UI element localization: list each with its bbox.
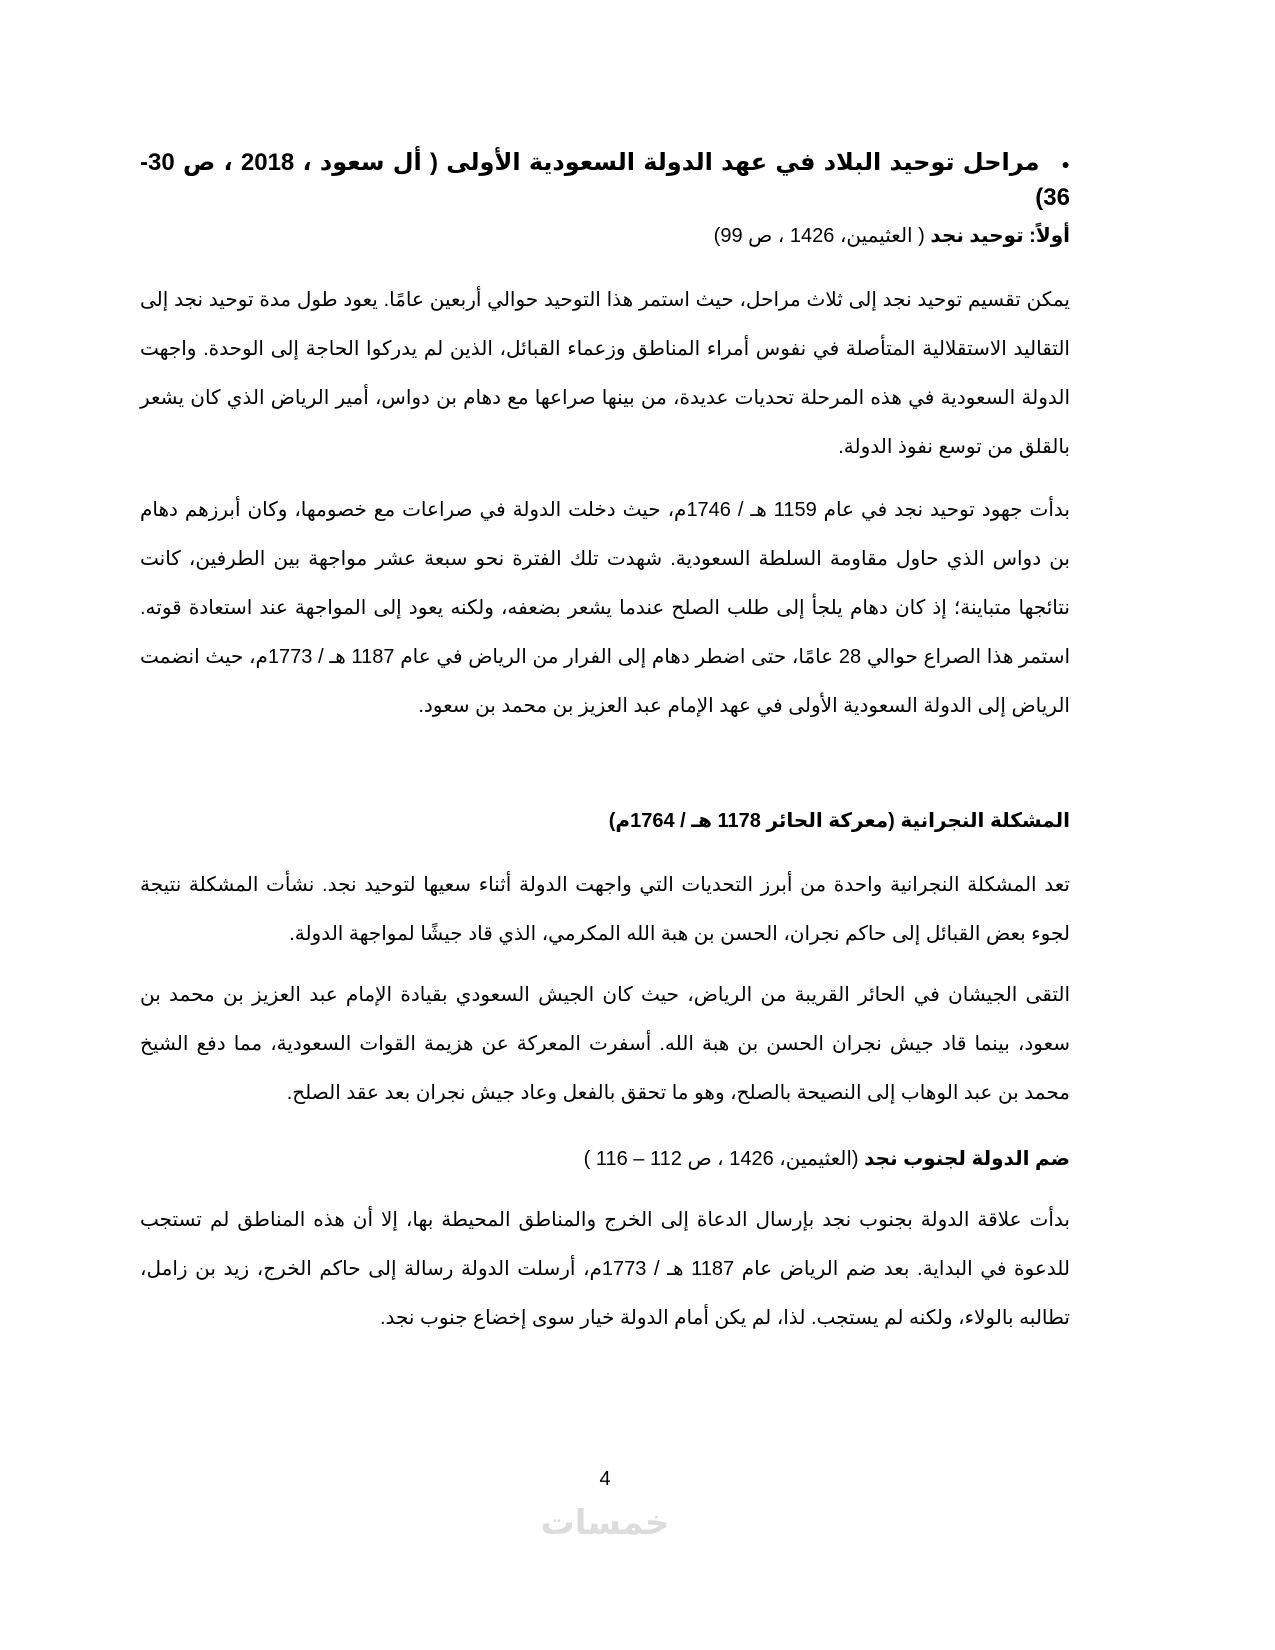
paragraph-text: بدأت جهود توحيد نجد في عام 1159 هـ / 1746م، حيث دخلت الدولة في صراعات مع خصومها، وكان أبرزهم دهام بن دواس الذي حاول مقاومة السلطة السعودية. شهدت تلك الفترة نحو سبعة عشر مواجهة بين الطرفين، كانت نتائجها متباينة؛ إذ كان دهام يلجأ إلى طلب الصلح عندما يشعر بضعفه، ولكنه يعود إلى المواجهة عند استعادة قوته. استمر هذا الصراع حوالي 28 عامًا، حتى اضطر دهام إلى الفرار من الرياض في عام 1187 هـ / 1773م، حيث انضمت الرياض إلى الدولة السعودية الأولى في عهد الإمام عبد العزيز بن محمد بن سعود.	[140, 499, 1071, 717]
heading-ref: (العثيمين، 1426 ، ص 112 – 116 )	[583, 1148, 865, 1170]
paragraph	[140, 971, 1070, 1118]
document-title	[140, 146, 1070, 215]
paragraph	[140, 486, 1070, 731]
section-heading-1	[140, 221, 1070, 251]
heading-bold: أولاً: توحيد نجد	[930, 225, 1070, 247]
heading-ref: ( العثيمين، 1426 ، ص 99)	[713, 225, 931, 247]
paragraph	[140, 1196, 1070, 1343]
bullet-icon: ●	[1061, 155, 1071, 172]
paragraph-text: بدأت علاقة الدولة بجنوب نجد بإرسال الدعاة إلى الخرج والمناطق المحيطة بها، إلا أن هذه المناطق لم تستجب للدعوة في البداية. بعد ضم الرياض عام 1187 هـ / 1773م، أرسلت الدولة رسالة إلى حاكم الخرج، زيد بن زامل، تطالبه بالولاء، ولكنه لم يستجب. لذا، لم يكن أمام الدولة خيار سوى إخضاع جنوب نجد.	[140, 1209, 1070, 1329]
paragraph	[140, 276, 1070, 472]
title-text: مراحل توحيد البلاد في عهد الدولة السعودية الأولى ( أل سعود ، 2018 ، ص 30- 36)	[140, 149, 1070, 211]
paragraph-text: تعد المشكلة النجرانية واحدة من أبرز التحديات التي واجهت الدولة أثناء سعيها لتوحيد نجد. نشأت المشكلة نتيجة لجوء بعض القبائل إلى حاكم نجران، الحسن بن هبة الله المكرمي، الذي قاد جيشًا لمواجهة الدولة.	[140, 874, 1070, 945]
section-heading-2	[140, 806, 1070, 836]
section-heading-3	[140, 1144, 1070, 1174]
paragraph-text: يمكن تقسيم توحيد نجد إلى ثلاث مراحل، حيث استمر هذا التوحيد حوالي أربعين عامًا. يعود طول مدة توحيد نجد إلى التقاليد الاستقلالية المتأصلة في نفوس أمراء المناطق وزعماء القبائل، الذين لم يدركوا الحاجة إلى الوحدة. واجهت الدولة السعودية في هذه المرحلة تحديات عديدة، من بينها صراعها مع دهام بن دواس، أمير الرياض الذي كان يشعر بالقلق من توسع نفوذ الدولة.	[140, 289, 1070, 458]
page-number: 4	[599, 1468, 611, 1490]
paragraph-text: التقى الجيشان في الحائر القريبة من الرياض، حيث كان الجيش السعودي بقيادة الإمام عبد العزيز بن محمد بن سعود، بينما قاد جيش نجران الحسن بن هبة الله. أسفرت المعركة عن هزيمة القوات السعودية، مما دفع الشيخ محمد بن عبد الوهاب إلى النصيحة بالصلح، وهو ما تحقق بالفعل وعاد جيش نجران بعد عقد الصلح.	[140, 984, 1070, 1104]
paragraph	[140, 861, 1070, 959]
watermark-logo: خمسات	[540, 1504, 670, 1542]
heading-bold: المشكلة النجرانية (معركة الحائر 1178 هـ / 1764م)	[608, 810, 1070, 832]
heading-bold: ضم الدولة لجنوب نجد	[864, 1148, 1070, 1170]
